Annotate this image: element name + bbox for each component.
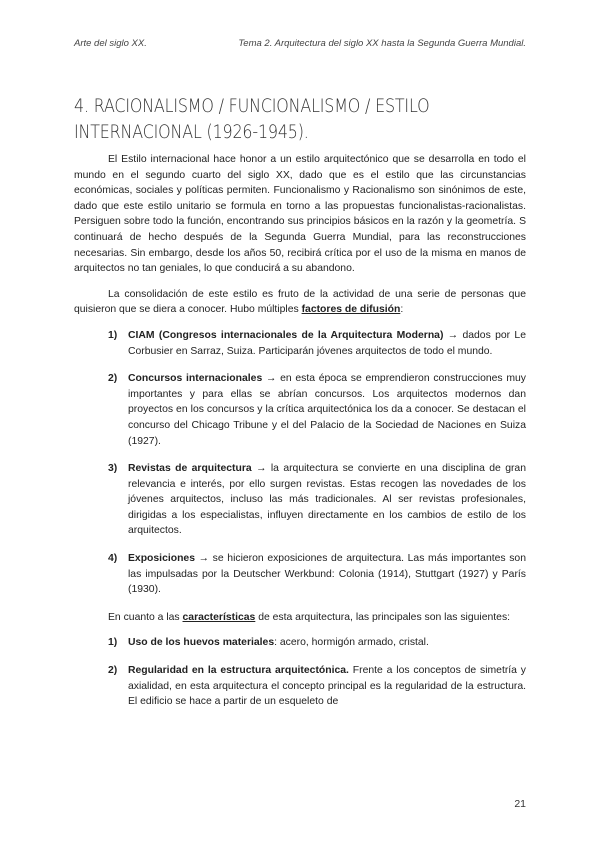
section-title: 4. RACIONALISMO / FUNCIONALISMO / ESTILO INTERNACIONAL (1926-1945). [74, 96, 430, 143]
diffusion-paragraph [74, 287, 526, 318]
characteristics-text: En cuanto a las [108, 611, 183, 623]
list-item-text: : acero, hormigón armado, cristal. [274, 637, 429, 649]
list-item [74, 328, 526, 359]
list-item [74, 551, 526, 598]
page-number: 21 [514, 798, 526, 810]
list-item-title: Exposiciones [128, 553, 195, 565]
list-number: 1) [108, 637, 118, 649]
running-header-left: Arte del siglo XX. [74, 38, 147, 49]
list-number: 3) [108, 463, 118, 475]
list-item-title: CIAM (Congresos internacionales de la Arquitectura Moderna) [128, 329, 444, 341]
list-item [74, 663, 526, 710]
list-number: 1) [108, 329, 118, 341]
characteristics-paragraph [74, 610, 526, 626]
list-item [74, 461, 526, 539]
list-item-text: → en esta época se emprendieron construcciones muy importantes y para ellas se abrían concursos. Los arquitectos modernos dan proyectos en los concursos y la crítica arquitectónica los da a conocer. Se destacan el concurso del Chicago Tribune y el del Palacio de la Sociedad de Naciones en Suiza (1927). [128, 373, 526, 447]
list-item-text: → se hicieron exposiciones de arquitectura. Las más importantes son las impulsadas por la Deutscher Werkbund: Colonia (1914), Stuttgart (1927) y París (1930). [128, 553, 526, 596]
list-item-text: → la arquitectura se convierte en una disciplina de gran relevancia e interés, por ello surgen revistas. Estas recogen las novedades de los jóvenes arquitectos, incluso las más tradicionales. Al ser revistas profesionales, dirigidas a los especialistas, influyen directamente en los cambios de estilo de los arquitectos. [128, 463, 526, 537]
diffusion-text: La consolidación de este estilo es fruto de la actividad de una serie de personas que quisieron que se diera a conocer. Hubo múltiples [74, 288, 526, 316]
running-header-right: Tema 2. Arquitectura del siglo XX hasta la Segunda Guerra Mundial. [238, 38, 526, 49]
characteristics-heading: características [182, 611, 256, 623]
list-item-title: Regularidad en la estructura arquitectónica. [128, 665, 349, 677]
list-number: 2) [108, 373, 118, 385]
list-item-text: → dados por Le Corbusier en Sarraz, Suiza. Participarán jóvenes arquitectos de todo el mundo. [128, 329, 526, 357]
characteristics-text-end: de esta arquitectura, las principales son las siguientes: [255, 611, 511, 623]
diffusion-colon: : [400, 304, 404, 316]
list-item-title: Concursos internacionales [128, 373, 263, 385]
list-item-text: Frente a los conceptos de simetría y axialidad, en esta arquitectura el concepto principal es la regularidad de la estructura. El edificio se hace a partir de un esqueleto de [128, 665, 526, 708]
intro-paragraph: El Estilo internacional hace honor a un estilo arquitectónico que se desarrolla en todo el mundo en el segundo cuarto del siglo XX, dado que es el estilo que las circunstancias económicas, sociales y políticas permiten. Funcionalismo y Racionalismo son sinónimos de este, dado que este estilo unitario se formula en torno a las propuestas funcionalistas-racionalistas. Persiguen sobre todo la función, encontrando sus principios básicos en la razón y la geometría. S continuará de hecho después de la Segunda Guerra Mundial, para las reconstrucciones necesarias. Sin embargo, desde los años 50, recibirá crítica por el uso de la misma en manos de arquitectos no tan geniales, lo que conducirá a su abandono. [74, 154, 526, 275]
page-body [74, 152, 526, 722]
list-number: 4) [108, 553, 118, 565]
list-item-title: Uso de los huevos materiales [128, 637, 275, 649]
diffusion-factors-heading: factores de difusión [301, 304, 401, 316]
list-number: 2) [108, 665, 118, 677]
characteristics-list [74, 635, 526, 709]
list-item [74, 371, 526, 449]
list-item [74, 635, 526, 651]
diffusion-factors-list [74, 328, 526, 598]
list-item-title: Revistas de arquitectura [128, 463, 252, 475]
